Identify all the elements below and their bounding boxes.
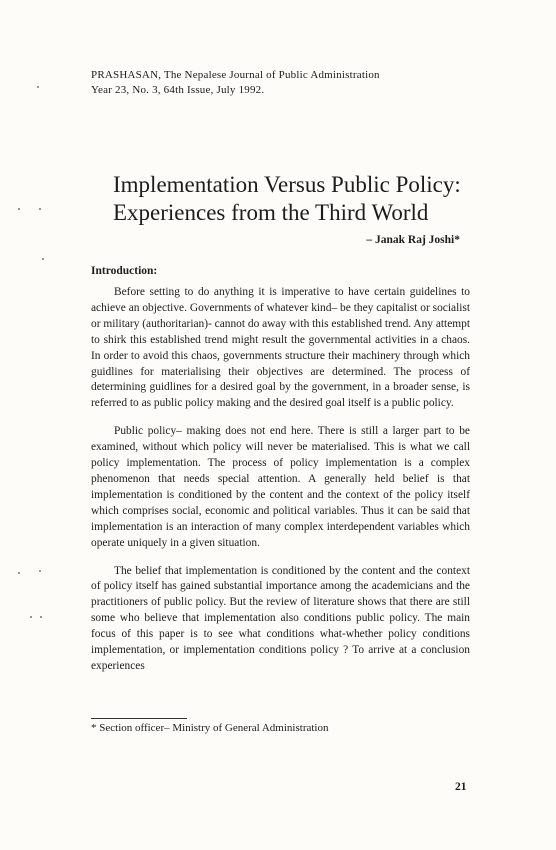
scan-speck: [39, 208, 41, 210]
scan-speck: [40, 616, 42, 618]
footnote-rule: [91, 718, 187, 719]
footnote: * Section officer– Ministry of General Administration: [91, 722, 329, 734]
body-paragraph-2: Public policy– making does not end here. There is still a larger part to be examined, without which policy will never be materialised. This is what we call policy implementation. The process of policy implementation is a complex phenomenon that needs special attention. A generally held belief is that implementation is conditioned by the content and the context of the policy itself which comprises social, economic and political variables. Thus it can be said that implementation is an interaction of many complex interdependent variables which operate uniquely in a given situation.: [91, 425, 470, 549]
article-title-line-1: Implementation Versus Public Policy:: [113, 172, 461, 197]
scan-speck: [42, 258, 44, 260]
scan-speck: [18, 572, 20, 574]
journal-issue-line: Year 23, No. 3, 64th Issue, July 1992.: [91, 84, 265, 96]
article-title-line-2: Experiences from the Third World: [113, 200, 429, 225]
scan-speck: [30, 616, 32, 618]
scan-speck: [18, 208, 20, 210]
article-author: – Janak Raj Joshi*: [366, 234, 460, 246]
section-heading: Introduction:: [91, 265, 158, 277]
body-paragraph-3: The belief that implementation is conditioned by the content and the context of policy itself has gained substantial importance among the academicians and the practitioners of public policy. But the review of literature shows that there are still some who believe that implementation also conditions public policy. The main focus of this paper is to see what conditions what-whether policy conditions implementation, or implementation conditions policy ? To arrive at a conclusion experiences: [91, 564, 470, 672]
journal-header: [91, 68, 380, 98]
article-body: [91, 285, 470, 687]
scan-speck: [39, 570, 41, 572]
article-title: [113, 171, 461, 227]
page-number: 21: [455, 781, 467, 793]
body-paragraph-1: Before setting to do anything it is imperative to have certain guidelines to achieve an objective. Governments of whatever kind– be they capitalist or socialist or military (authoritarian)- cannot do away with this established trend. Any attempt to shirk this established trend might result the governmental activities in a chaos. In order to avoid this chaos, governments structure their machinery through which guidlines for materialising their objectives are determined. The process of determining guidlines for a desired goal by the government, in a broader sense, is referred to as public policy making and the desired goal itself is a public policy.: [91, 286, 470, 410]
journal-title-line: PRASHASAN, The Nepalese Journal of Public Administration: [91, 69, 380, 81]
scan-speck: [37, 86, 39, 88]
